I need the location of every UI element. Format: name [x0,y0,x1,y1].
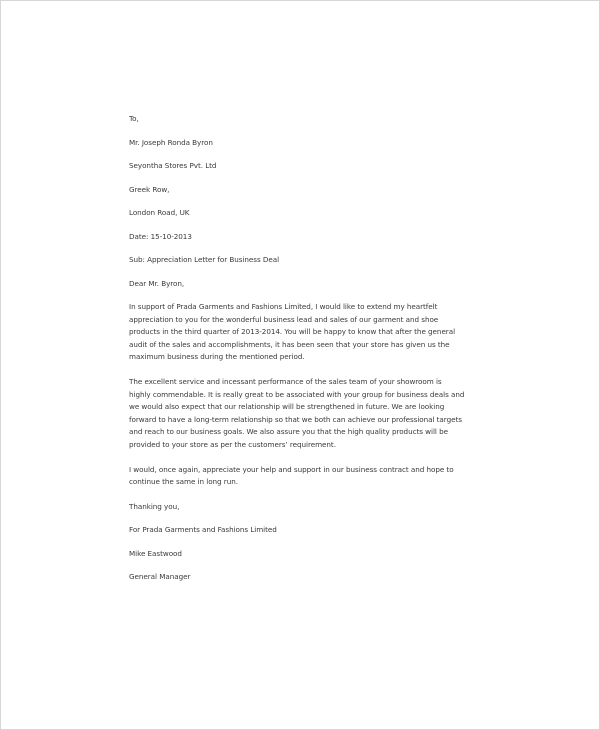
body-paragraph-2: The excellent service and incessant performance of the sales team of your showroom is highly commendable. It is really great to be associated with your group for business deals and we would also expect that our relationship will be strengthened in future. We are looking forward to have a long-term relationship so that we both can achieve our professional targets and reach to our business goals. We also assure you that the high quality products will be provided to your store as per the customers’ requirement. [129,376,465,449]
letter-greeting: Dear Mr. Byron, [129,278,185,288]
letter-body [129,113,465,595]
salutation-to: To, [129,114,139,123]
letter-date: Date: 15-10-2013 [129,231,192,241]
sender-title: General Manager [129,572,191,582]
body-paragraph-3: I would, once again, appreciate your help and support in our business contract and hope to continue the same in long run. [129,464,454,487]
body-paragraph-1: In support of Prada Garments and Fashions Limited, I would like to extend my heartfelt appreciation to you for the wonderful business lead and sales of our garment and shoe products in the third quarter of 2013-2014. You will be happy to know that after the general audit of the sales and accomplishments, it has been seen that your store has given us the maximum business during the mentioned period. [129,302,456,362]
sender-name: Mike Eastwood [129,548,182,558]
sender-organization: For Prada Garments and Fashions Limited [129,525,277,535]
recipient-name: Mr. Joseph Ronda Byron [129,137,213,147]
letter-subject: Sub: Appreciation Letter for Business Deal [129,255,280,264]
letter-closing: Thanking you, [129,501,180,511]
recipient-company: Seyontha Stores Pvt. Ltd [129,161,217,170]
recipient-address-line2: London Road, UK [129,208,190,217]
recipient-address-line1: Greek Row, [129,184,170,194]
